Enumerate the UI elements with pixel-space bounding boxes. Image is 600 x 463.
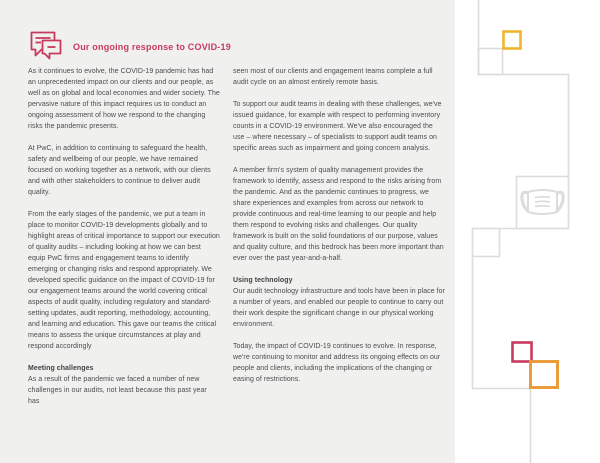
right-column [233, 66, 445, 396]
decorative-line-art [455, 0, 600, 463]
left-column [28, 66, 220, 418]
gold-square [504, 32, 521, 49]
paragraph: Our audit technology infrastructure and tools have been in place for a number of years, and enabled our people to continue to carry out their work despite the significant change in our physical working environment. [233, 288, 445, 328]
paragraph: At PwC, in addition to continuing to safeguard the health, safety and wellbeing of our people, we have remained focused on working together as a network, with our clients and with other stakeholders to continue to deliver audit quality. [28, 145, 211, 196]
paragraph: Today, the impact of COVID-19 continues to evolve. In response, we're continuing to monitor and address its ongoing effects on our people and clients, including the implications of the changing or easing of restrictions. [233, 343, 441, 383]
paragraph: To support our audit teams in dealing with these challenges, we've issued guidance, for example with respect to performing inventory counts in a COVID-19 environment. We've also encouraged the use – where necessary – of specialists to support audit teams on specific areas such as impairment and going concern analysis. [233, 101, 442, 152]
subheading-meeting-challenges: Meeting challenges [28, 365, 94, 372]
paragraph: As it continues to evolve, the COVID-19 pandemic has had an unprecedented impact on our clients and our people, as well as on global and local economies and wider society. The pervasive nature of this impact requires us to conduct an ongoing assessment of how we respond to the changing risks the pandemic presents. [28, 68, 220, 130]
orange-square [531, 362, 558, 388]
chat-bubbles-icon [27, 30, 65, 64]
rose-square [513, 343, 532, 362]
decorative-sidebar [455, 0, 600, 463]
paragraph: A member firm's system of quality management provides the framework to identify, assess and respond to the risks arising from the pandemic. And as the pandemic continues to progress, we share experiences and examples from across our network to provide continuous and real-time learning to our people and help them respond to evolving risks and challenges. Our quality framework is built on the solid foundations of our purpose, values and quality culture, and this bedrock has been more important than ever over the past year-and-a-half. [233, 167, 444, 262]
paragraph: As a result of the pandemic we faced a number of new challenges in our audits, not least because this past year has [28, 376, 207, 405]
paragraph: From the early stages of the pandemic, we put a team in place to monitor COVID-19 developments globally and to highlight areas of critical importance to support our execution of quality audits – including looking at how we can best equip PwC firms and engagement teams to identify emerging or changing risks and respond appropriately. We developed specific guidance on the impact of COVID-19 for our engagement teams around the world covering critical aspects of audit quality, including regulatory and standard-setting updates, audit reporting, methodology, accounting, and learning and education. This gave our teams the critical means to assess the unique circumstances at play and respond accordingly [28, 211, 220, 350]
subheading-using-technology: Using technology [233, 277, 293, 284]
page-title: Our ongoing response to COVID-19 [73, 41, 231, 52]
section-header [27, 29, 231, 64]
paragraph: seen most of our clients and engagement teams complete a full audit cycle on an almost entirely remote basis. [233, 68, 433, 86]
